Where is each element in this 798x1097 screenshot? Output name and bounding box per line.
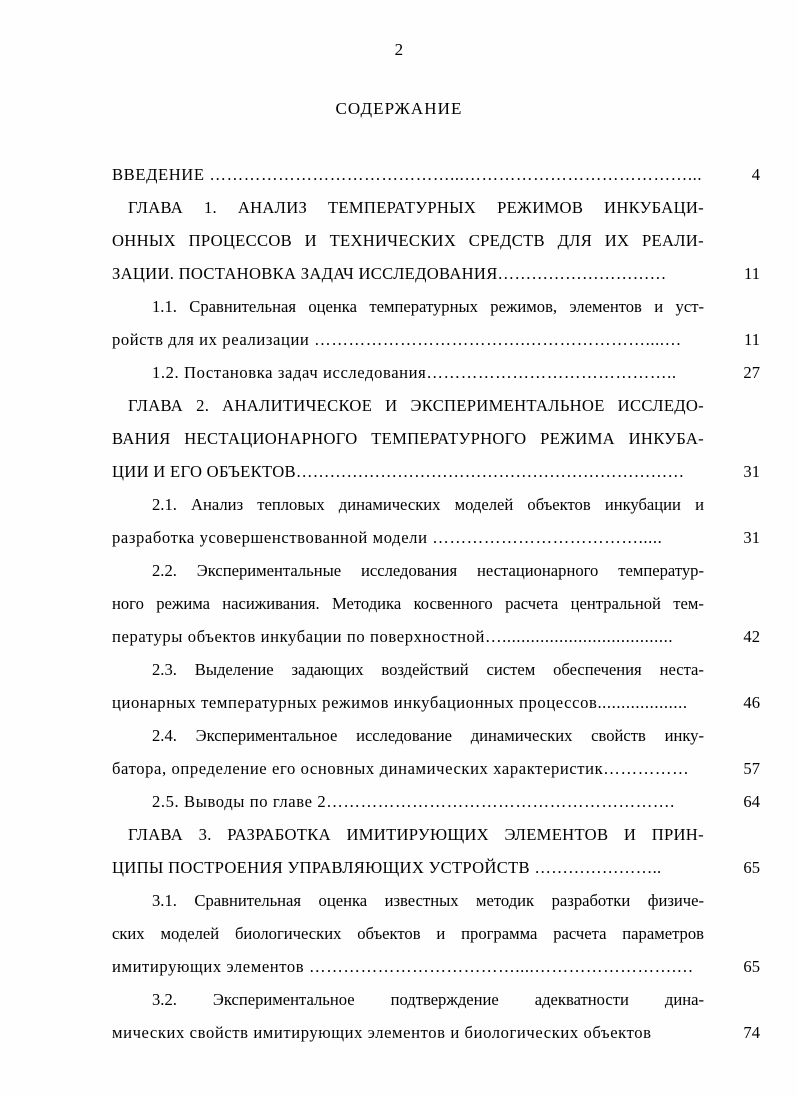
toc-entry-line (112, 620, 760, 653)
toc-entry-text: ционарных температурных режимов инкубационных процессов................... (112, 693, 688, 712)
toc-entry-line (112, 257, 760, 290)
toc-page-number: 74 (743, 1023, 760, 1042)
toc-entry-line (112, 950, 760, 983)
toc-entry[interactable] (112, 653, 760, 719)
toc-entry-text: ГЛАВА 2. АНАЛИТИЧЕСКОЕ И ЭКСПЕРИМЕНТАЛЬНОЕ ИССЛЕДО- (128, 396, 704, 415)
toc-entry-line (112, 158, 760, 191)
toc-entry-text: ГЛАВА 1. АНАЛИЗ ТЕМПЕРАТУРНЫХ РЕЖИМОВ ИНКУБАЦИ- (128, 198, 704, 217)
toc-entry-text: ройств для их реализации ……………………………….…………………....… (112, 330, 682, 349)
toc-entry[interactable] (112, 884, 760, 983)
toc-entry-line (112, 587, 760, 620)
toc-entry[interactable] (112, 290, 760, 356)
toc-page-number: 65 (743, 957, 760, 976)
page-folio-number: 2 (394, 40, 404, 59)
toc-entry-text: ЦИИ И ЕГО ОБЪЕКТОВ…………………………………………………………… (112, 462, 685, 481)
toc-page-number: 31 (743, 462, 760, 481)
toc-entry-line (112, 719, 760, 752)
toc-entry-text: ГЛАВА 3. РАЗРАБОТКА ИМИТИРУЮЩИХ ЭЛЕМЕНТОВ И ПРИН- (128, 825, 704, 844)
toc-entry-text: ских моделей биологических объектов и программа расчета параметров (112, 924, 704, 943)
toc-entry-text: мических свойств имитирующих элементов и биологических объектов (112, 1023, 652, 1042)
toc-page-number: 11 (744, 264, 760, 283)
toc-entry-line (112, 323, 760, 356)
toc-entry[interactable] (112, 554, 760, 653)
toc-page-number: 27 (743, 363, 760, 382)
toc-entry-text: 3.2. Экспериментальное подтверждение адекватности дина- (152, 990, 704, 1009)
toc-entry-text: 2.4. Экспериментальное исследование динамических свойств инку- (152, 726, 704, 745)
toc-page-number: 64 (743, 792, 760, 811)
toc-entry-text: ЗАЦИИ. ПОСТАНОВКА ЗАДАЧ ИССЛЕДОВАНИЯ………………………… (112, 264, 667, 283)
toc-entry-line (112, 356, 760, 389)
toc-entry-line (112, 389, 760, 422)
toc-entry-text: 2.2. Экспериментальные исследования нестационарного температур- (152, 561, 704, 580)
toc-entry-line (112, 653, 760, 686)
toc-entry-text: 2.1. Анализ тепловых динамических моделей объектов инкубации и (152, 495, 704, 514)
toc-entry-line (112, 422, 760, 455)
toc-page-number: 57 (743, 759, 760, 778)
toc-entry-line (112, 917, 760, 950)
toc-entry-text: 1.2. Постановка задач исследования…………………………………….. (152, 363, 677, 382)
toc-page-number: 46 (743, 693, 760, 712)
toc-entry[interactable] (112, 785, 760, 818)
toc-entry-line (112, 1016, 760, 1049)
toc-entry-text: пературы объектов инкубации по поверхностной….................................... (112, 627, 674, 646)
toc-entry-text: ВАНИЯ НЕСТАЦИОНАРНОГО ТЕМПЕРАТУРНОГО РЕЖИМА ИНКУБА- (112, 429, 704, 448)
toc-entry-line (112, 488, 760, 521)
toc-entry-line (112, 851, 760, 884)
toc-entry-line (112, 455, 760, 488)
toc-entry-line (112, 290, 760, 323)
toc-entry-line (112, 686, 760, 719)
toc-entry-text: 1.1. Сравнительная оценка температурных режимов, элементов и уст- (152, 297, 704, 316)
toc-entry-text: ного режима насиживания. Методика косвенного расчета центральной тем- (112, 594, 704, 613)
toc-entry-line (112, 224, 760, 257)
toc-entry-line (112, 554, 760, 587)
toc-entry-line (112, 818, 760, 851)
toc-entry-text: батора, определение его основных динамических характеристик…………… (112, 759, 690, 778)
toc-page-number: 65 (743, 858, 760, 877)
toc-page-number: 4 (751, 165, 760, 184)
toc-entry-line (112, 191, 760, 224)
table-of-contents (112, 158, 760, 1049)
toc-page-number: 42 (743, 627, 760, 646)
toc-entry-text: 2.5. Выводы по главе 2……………………………………………………. (152, 792, 675, 811)
toc-entry[interactable] (112, 389, 760, 488)
toc-entry[interactable] (112, 488, 760, 554)
toc-page-number: 11 (744, 330, 760, 349)
toc-entry[interactable] (112, 158, 760, 191)
toc-entry[interactable] (112, 719, 760, 785)
toc-entry-line (112, 521, 760, 554)
toc-entry[interactable] (112, 356, 760, 389)
toc-entry[interactable] (112, 191, 760, 290)
toc-entry-line (112, 785, 760, 818)
toc-entry-text: ЦИПЫ ПОСТРОЕНИЯ УПРАВЛЯЮЩИХ УСТРОЙСТВ ………………….. (112, 858, 662, 877)
toc-entry-text: 2.3. Выделение задающих воздействий систем обеспечения неста- (152, 660, 704, 679)
toc-entry-line (112, 884, 760, 917)
toc-page-number: 31 (743, 528, 760, 547)
toc-entry-line (112, 752, 760, 785)
toc-entry-text: разработка усовершенствованной модели ………………………………..... (112, 528, 663, 547)
toc-entry-text: ОННЫХ ПРОЦЕССОВ И ТЕХНИЧЕСКИХ СРЕДСТВ ДЛЯ ИХ РЕАЛИ- (112, 231, 704, 250)
toc-entry-text: ВВЕДЕНИЕ ……………………………………...…………………………………... (112, 165, 703, 184)
toc-entry-line (112, 983, 760, 1016)
toc-entry[interactable] (112, 818, 760, 884)
page-title: СОДЕРЖАНИЕ (335, 99, 463, 118)
toc-entry[interactable] (112, 983, 760, 1049)
toc-entry-text: имитирующих элементов ………………………………....…………………….… (112, 957, 694, 976)
toc-entry-text: 3.1. Сравнительная оценка известных методик разработки физиче- (152, 891, 704, 910)
